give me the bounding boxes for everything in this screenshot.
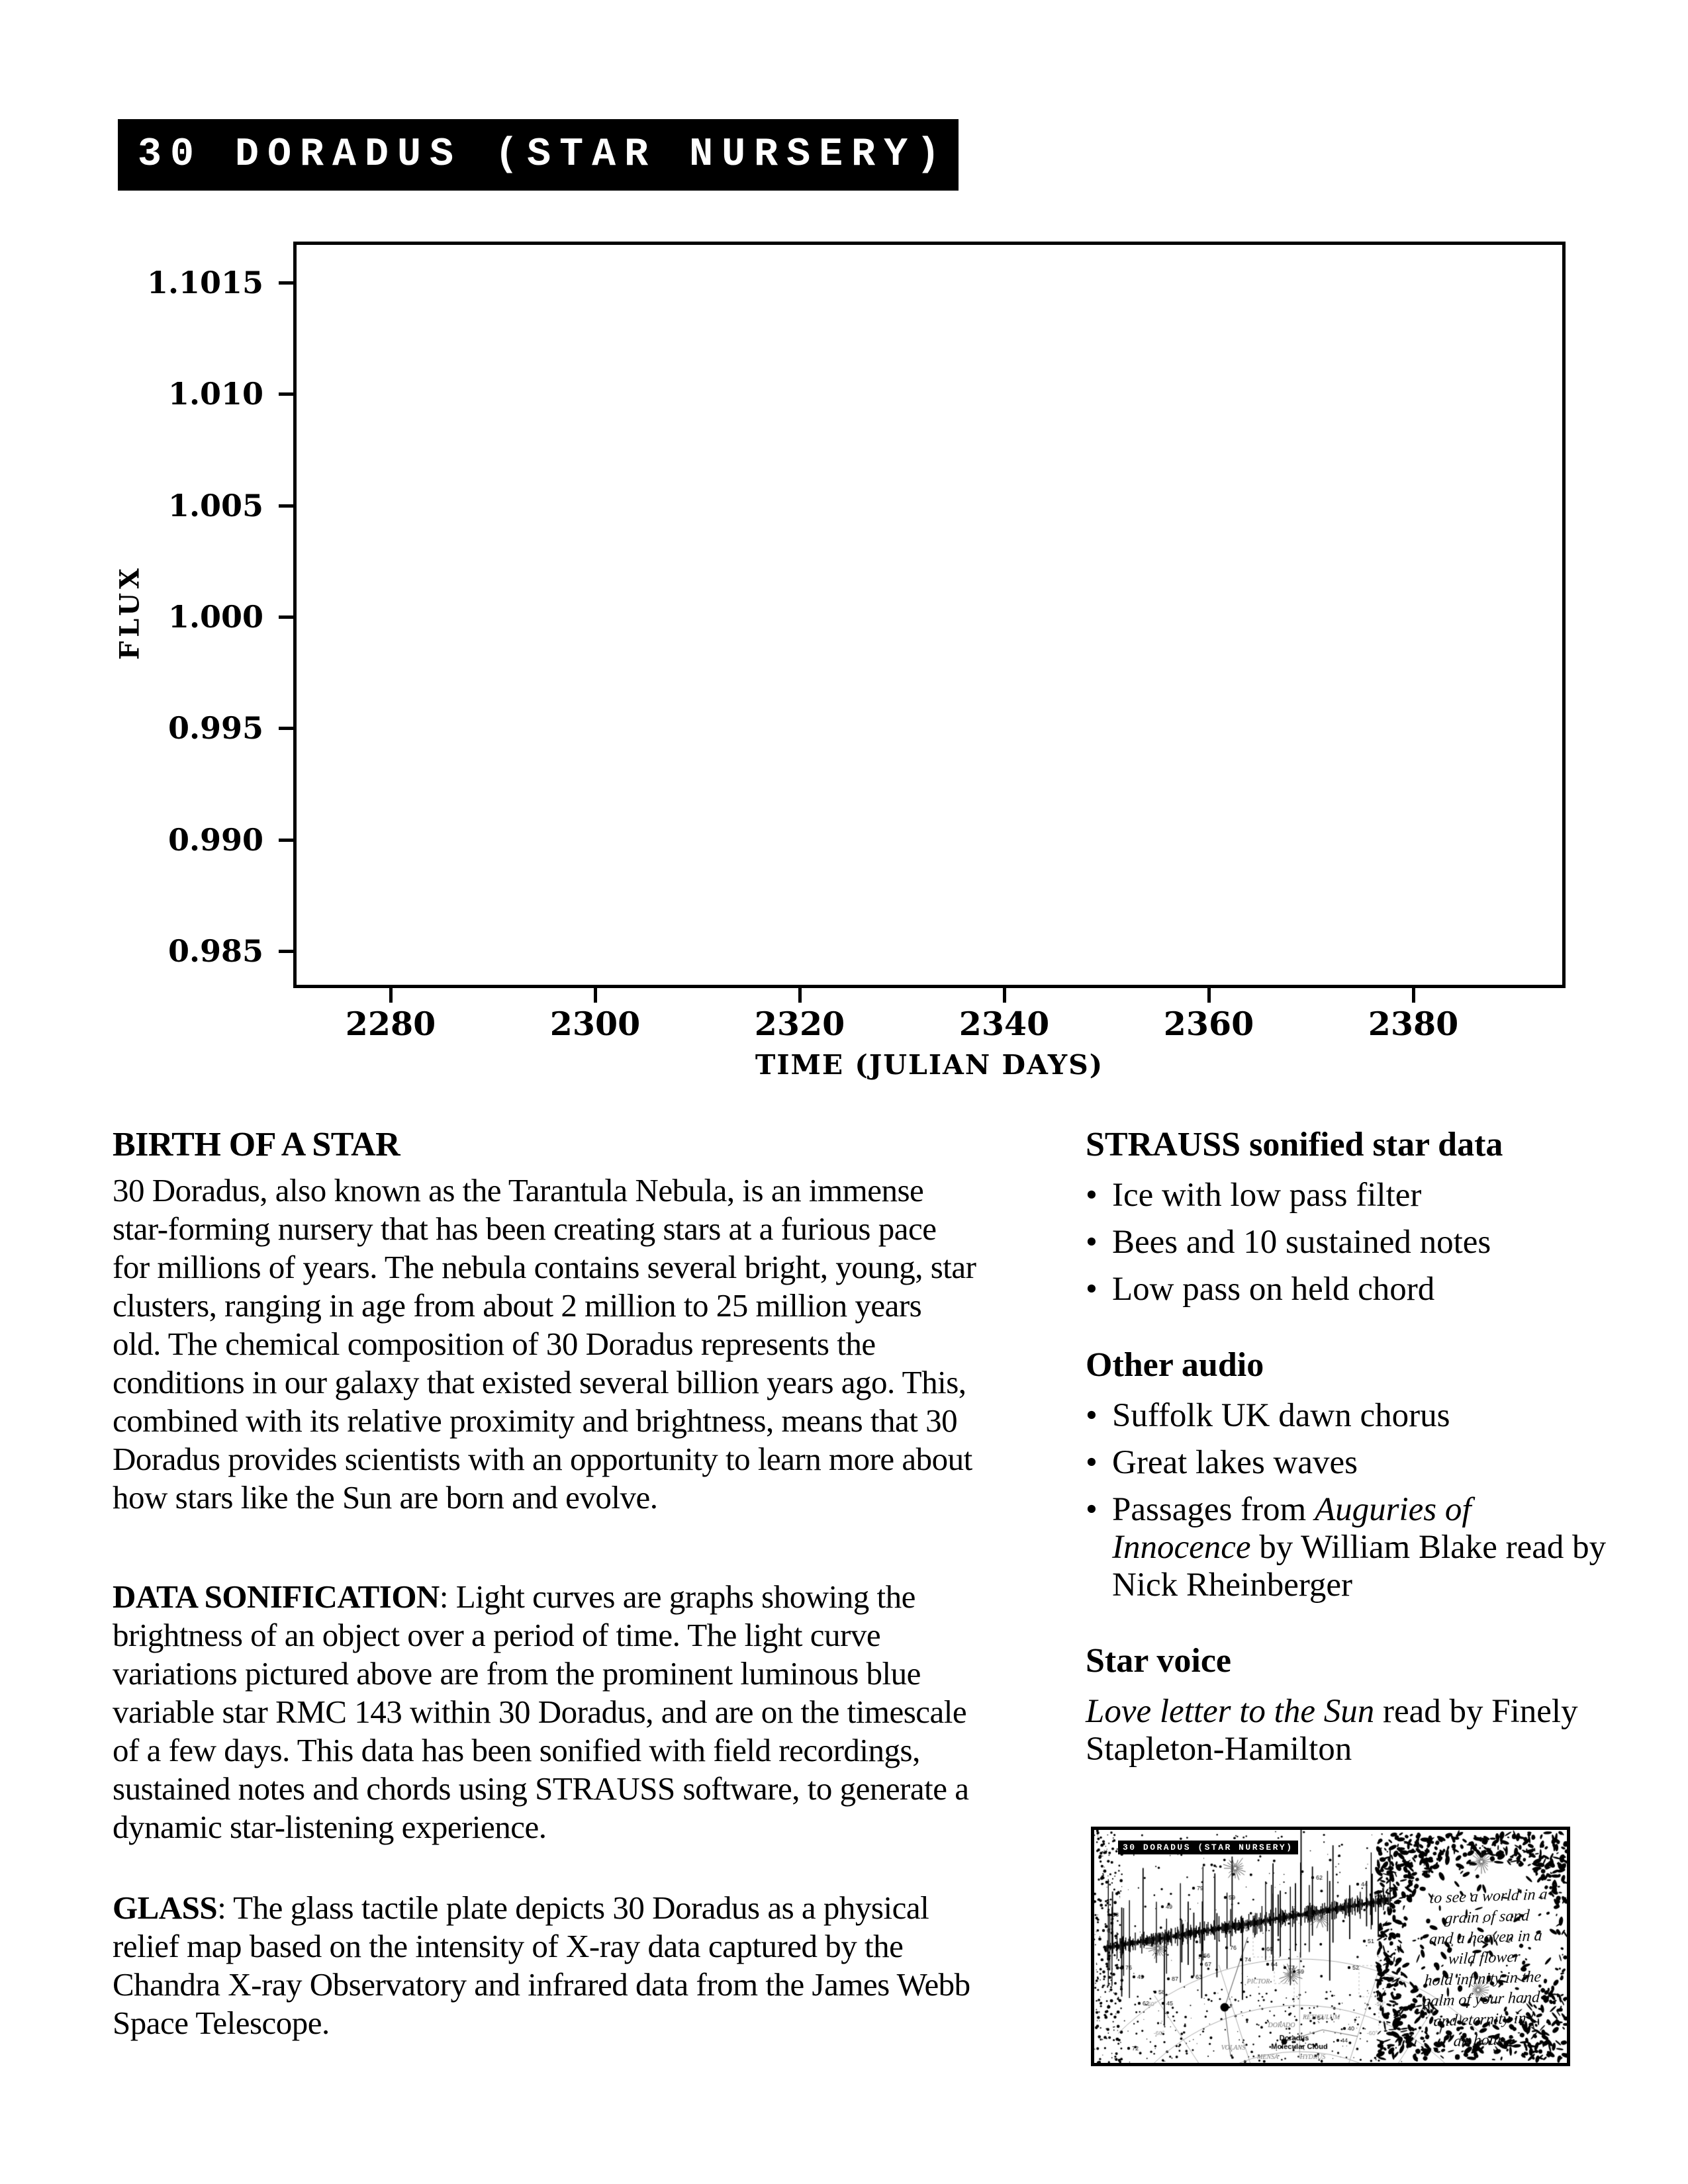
bullet-glyph: • [1086,1397,1098,1434]
other-audio-list [1086,1397,1615,1604]
italic-text: Auguries of Innocence [1112,1491,1472,1566]
text-segment: Passages from [1112,1491,1315,1528]
strauss-audio-list [1086,1177,1615,1308]
list-item [1086,1224,1615,1261]
x-tick-label: 2360 [1163,1005,1254,1043]
x-tick-mark [1412,988,1415,1003]
x-axis-title: TIME (JULIAN DAYS) [755,1049,1104,1081]
x-tick-label: 2320 [754,1005,845,1043]
bullet-glyph: • [1086,1177,1098,1214]
other-audio-heading: Other audio [1086,1346,1264,1384]
handwriting-line: wild flower [1447,1948,1521,1968]
sonification-lead: DATA SONIFICATION [113,1578,440,1615]
star-voice-text [1086,1693,1615,1768]
text-segment: read by Finely Stapleton-Hamilton [1086,1693,1578,1768]
strauss-heading: STRAUSS sonified star data [1086,1126,1503,1163]
handwriting-line: and a heaven in a [1429,1927,1543,1948]
text-segment: Bees and 10 sustained notes [1112,1224,1491,1261]
right-text-column [1086,1125,1615,1768]
handwriting-line: grain of sand [1444,1907,1530,1928]
y-tick-mark [279,392,293,396]
handwriting-line: hold infinity in the [1423,1968,1542,1990]
text-segment: Low pass on held chord [1112,1271,1435,1308]
handwriting-line: an hour [1452,2030,1504,2050]
x-tick-mark [594,988,597,1003]
italic-text: Love letter to the Sun [1086,1693,1375,1730]
list-item [1086,1491,1615,1604]
text-segment: by William Blake read by Nick Rheinberger [1112,1529,1607,1604]
glass-paragraph [113,1889,976,2042]
bullet-glyph: • [1086,1271,1098,1308]
y-tick-label: 1.010 [167,376,263,412]
y-tick-mark [279,727,293,730]
x-tick-mark [1003,988,1006,1003]
thumbnail-title-banner: 30 DORADUS (STAR NURSERY) [1118,1841,1298,1854]
y-tick-mark [279,615,293,619]
y-tick-mark [279,950,293,953]
list-item [1086,1271,1615,1308]
page-title: 30 DORADUS (STAR NURSERY) [138,132,949,177]
bullet-glyph: • [1086,1444,1098,1481]
list-item [1086,1177,1615,1214]
x-tick-mark [1207,988,1211,1003]
handwriting-line: palm of your hand [1422,1989,1540,2011]
handwritten-poem [1378,1883,1588,2054]
glass-lead: GLASS [113,1889,218,1926]
y-tick-mark [279,504,293,508]
star-voice-heading: Star voice [1086,1642,1231,1680]
y-tick-label: 1.000 [167,599,263,635]
text-segment: Ice with low pass filter [1112,1177,1422,1214]
title-banner [118,119,959,191]
plot-frame [293,242,1566,988]
x-tick-label: 2300 [549,1005,641,1043]
x-tick-label: 2280 [345,1005,436,1043]
x-tick-mark [798,988,802,1003]
x-tick-label: 2380 [1368,1005,1459,1043]
handwriting-line: to see a world in a [1429,1886,1548,1907]
sonification-body: : Light curves are graphs showing the brightness of an object over a period of time. The light curve variations pictured above are from the prominent luminous blue variable star RMC 143 within 30 Doradus, and are on the timescale of a few days. This data has been sonified with field recordings, sustained notes and chords using STRAUSS software, to generate a dynamic star-listening experience. [113,1578,969,1845]
birth-paragraph: 30 Doradus, also known as the Tarantula Nebula, is an immense star-forming nursery that has been creating stars at a furious pace for millions of years. The nebula contains several bright, young, star clusters, ranging in age from about 2 million to 25 million years old. The chemical composition of 30 Doradus represents the conditions in our galaxy that existed several billion years ago. This, combined with its relative proximity and brightness, means that 30 Doradus provides scientists with an opportunity to learn more about how stars like the Sun are born and evolve. [113,1172,976,1516]
handwriting-line: and eternity in [1432,2009,1527,2030]
y-tick-mark [279,281,293,285]
glass-body: : The glass tactile plate depicts 30 Doradus as a physical relief map based on the intensity of X-ray data captured by the Chandra X-ray Observatory and infrared data from the James Webb Space Telescope. [113,1889,970,2041]
y-axis-title: FLUX [114,564,146,660]
y-tick-mark [279,839,293,842]
x-tick-mark [389,988,393,1003]
y-tick-label: 1.005 [167,487,263,523]
sonification-paragraph [113,1578,976,1846]
birth-heading: BIRTH OF A STAR [113,1126,400,1163]
text-segment: Great lakes waves [1112,1444,1358,1481]
y-tick-label: 0.995 [167,710,263,747]
left-text-column [113,1125,976,2042]
y-tick-label: 0.990 [167,821,263,858]
y-tick-label: 1.1015 [146,265,263,301]
bullet-glyph: • [1086,1491,1098,1528]
bullet-glyph: • [1086,1224,1098,1261]
text-segment: Suffolk UK dawn chorus [1112,1397,1450,1434]
list-item [1086,1444,1615,1482]
x-tick-label: 2340 [959,1005,1050,1043]
list-item [1086,1397,1615,1435]
tactile-plate-thumbnail [1091,1827,1570,2066]
y-tick-label: 0.985 [167,933,263,969]
